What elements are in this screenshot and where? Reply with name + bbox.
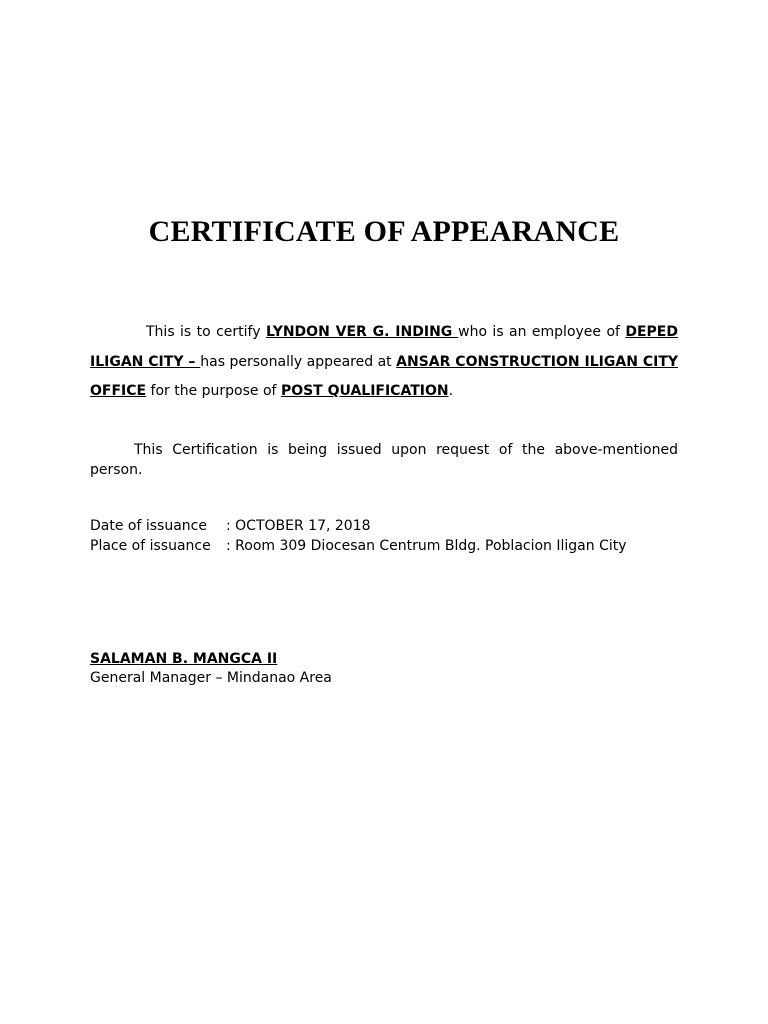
document-title: CERTIFICATE OF APPEARANCE bbox=[148, 215, 620, 248]
employee-text: who is an employee of bbox=[458, 324, 626, 340]
issuance-details bbox=[90, 516, 690, 556]
signatory-block bbox=[90, 650, 490, 688]
place-of-issuance-value: : Room 309 Diocesan Centrum Bldg. Poblacion Iligan City bbox=[226, 538, 627, 554]
date-of-issuance-label: Date of issuance bbox=[90, 518, 207, 534]
employer-name: DEPED ILIGAN CITY – bbox=[90, 324, 678, 370]
date-of-issuance-row bbox=[90, 516, 690, 536]
purpose-value: POST QUALIFICATION bbox=[280, 383, 449, 399]
request-paragraph: This Certification is being issued upon request of the above-mentioned person. bbox=[90, 442, 678, 478]
place-of-issuance-row bbox=[90, 536, 690, 556]
place-of-issuance-label: Place of issuance bbox=[90, 538, 211, 554]
signatory-position: General Manager – Mindanao Area bbox=[90, 670, 332, 686]
person-name: LYNDON VER G. INDING bbox=[265, 324, 459, 340]
date-of-issuance-value: : OCTOBER 17, 2018 bbox=[226, 518, 371, 534]
intro-text: This is to certify bbox=[146, 324, 266, 340]
end-period: . bbox=[448, 383, 454, 399]
appeared-text: has personally appeared at bbox=[200, 353, 397, 370]
appearance-place: ANSAR CONSTRUCTION ILIGAN CITY OFFICE bbox=[90, 353, 678, 399]
purpose-text: for the purpose of bbox=[146, 383, 281, 399]
certification-paragraph bbox=[90, 318, 678, 407]
signatory-name: SALAMAN B. MANGCA II bbox=[90, 651, 278, 667]
